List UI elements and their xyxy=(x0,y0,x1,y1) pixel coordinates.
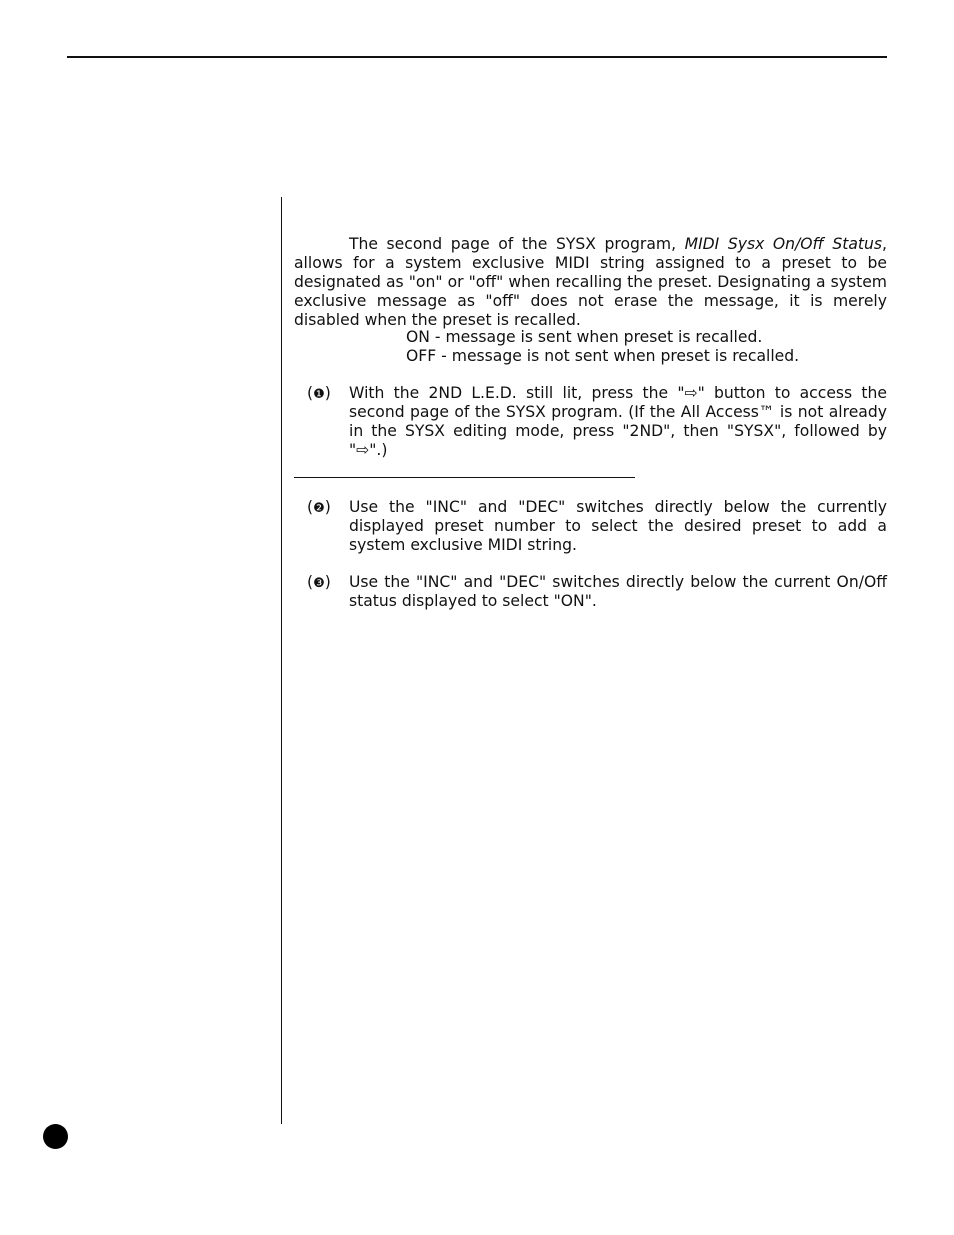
step-1-number: (❶) xyxy=(307,384,331,402)
step-3-number: (❸) xyxy=(307,573,331,591)
intro-paragraph xyxy=(294,235,887,330)
status-off-definition: OFF - message is not sent when preset is recalled. xyxy=(406,347,800,365)
program-page-name: MIDI Sysx On/Off Status xyxy=(684,235,883,253)
status-on-definition: ON - message is sent when preset is recalled. xyxy=(406,328,763,346)
intro-text-after: , allows for a system exclusive MIDI string assigned to a preset to be designated as "on" or "off" when recalling the preset. Designating a system exclusive message as "off" does not erase the message, it is merely disabled when the preset is recalled. xyxy=(294,235,888,329)
step-2-number: (❷) xyxy=(307,498,331,516)
step-2-text: Use the "INC" and "DEC" switches directly below the currently displayed preset number to select the desired preset to add a system exclusive MIDI string. xyxy=(349,498,887,554)
step-1-circled-number-icon: ❶ xyxy=(313,387,325,402)
step-2-circled-number-icon: ❷ xyxy=(313,501,325,516)
page-number-dot xyxy=(43,1124,68,1149)
margin-column-rule xyxy=(281,197,282,1124)
step-3-circled-number-icon: ❸ xyxy=(313,576,325,591)
status-definitions xyxy=(406,328,886,366)
intro-text-before: The second page of the SYSX program, xyxy=(349,235,685,253)
step-3-text: Use the "INC" and "DEC" switches directly below the current On/Off status displayed to select "ON". xyxy=(349,573,887,610)
step-1-text: With the 2ND L.E.D. still lit, press the "⇨" button to access the second page of the SYSX program. (If the All Access™ is not already in the SYSX editing mode, press "2ND", then "SYSX", followed by "⇨".) xyxy=(349,384,887,459)
header-rule xyxy=(67,56,887,58)
section-divider xyxy=(294,477,635,478)
